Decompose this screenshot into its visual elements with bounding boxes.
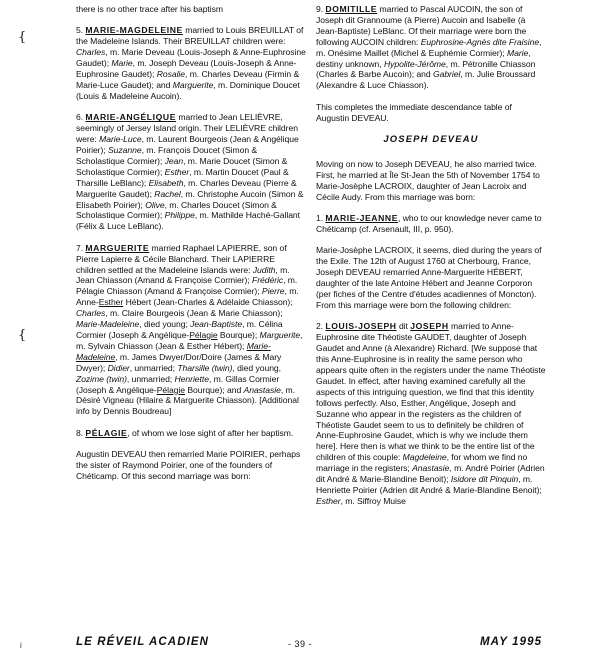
left-column [76, 4, 306, 492]
entry-marie-jeanne: 1. MARIE-JEANNE, who to our knowledge never came to Chéticamp (cf. Arsenault, III, p. 950). [316, 213, 542, 234]
entry-marie-angelique: 6. MARIE-ANGÉLIQUE married to Jean LELIÈVRE, seemingly of Jersey Island origin. Their LELIÈVRE children were: Marie-Luce, m. Laurent Bourgeois (Jean & Angélique Poirier); Suzanne, m. François Doucet (Simon & Scholastique Cormier); Jean, m. Marie Doucet (Simon & Scholastique Cormier); Esther, m. Martin Doucet (Paul & Tharsille LeBlanc); Elisabeth, m. Charles Deveau (Pierre & Marguerite Gaudet); Rachel, m. Christophe Aucoin (Simon & Elisabeth Poirier); Olive, m. Charles Doucet (Simon & Scholastique Cormier); Philippe, m. Mathilde Haché-Gallant (Félix & Luce LeBlanc). [76, 112, 304, 232]
entry-name: PÉLAGIE [85, 427, 128, 438]
entry-name: MARIE-MAGDELEINE [85, 25, 183, 36]
margin-brace-mark: { [18, 328, 27, 343]
paragraph: Marie-Josèphe LACROIX, it seems, died during the years of the Exile. The 12th of August 1760 at Cherbourg, France, Joseph DEVEAU remarried Anne-Marguerite HÉBERT, daughter of the late Antoine Hébert and Jeanne Corporon (per fiches of the Centre d'études acadiennes of Moncton). From this marriage were born the following children: [316, 245, 542, 310]
paragraph: This completes the immediate descendance table of Augustin DEVEAU. [316, 101, 512, 123]
entry-name: LOUIS-JOSEPH [325, 321, 397, 332]
margin-brace-mark: { [18, 30, 27, 45]
entry-name: MARIE-ANGÉLIQUE [85, 112, 177, 123]
entry-name: MARIE-JEANNE [325, 213, 399, 224]
entry-louis-joseph: 2. LOUIS-JOSEPH dit JOSEPH married to Anne-Euphrosine dite Théotiste GAUDET, daughter of Joseph Gaudet and Anne (à Alexandre) Richard. [We suppose that this Anne-Euphrosine is in reality the same person who appears quite often in the registers under the name Théotiste Gaudet. In effect, after having examined carefully all the aspects of this intriguing question, we find that this identity follows perfectly. Also, Esther, Angélique, Joseph and Suzanne who appear in the registers as the children of Théotiste Gaudet seem to us to definitely be children of Anne-Euphrosine Gaudet, which is why we include them here]. Here then is what we think to be the entire list of the children of this couple: Magdeleine, for whom we find no marriage in the registers; Anastasie, m. André Poirier (Adrien dit André & Marie-Blandine Benoit); Isidore dit Pinquin, m. Henriette Poirier (Adrien dit André & Marie-Blandine Benoit); Esther, m. Siffroy Muise [316, 321, 546, 506]
margin-mark: i [20, 641, 22, 650]
footer-date: MAY 1995 [480, 636, 543, 648]
entry-name: DOMITILLE [325, 4, 378, 14]
entry-marguerite: 7. MARGUERITE married Raphael LAPIERRE, son of Pierre Lapierre & Cécile Blanchard. Their LAPIERRE children settled at the Madeleine Islands were: Judith, m. Jean Chiasson (Amand & Françoise Cormier); Frédéric, m. Pélagie Chiasson (Amand & Françoise Cormier); Pierre, m. Anne-Esther Hébert (Jean-Charles & Adélaide Chiasson); Charles, m. Claire Bourgeois (Jean & Marie Chiasson); Marie-Madeleine, died young; Jean-Baptiste, m. Célina Cormier (Joseph & Angélique-Pélagie Bourque); Marguerite, m. Sylvain Chiasson (Jean & Esther Hébert); Marie-Madeleine, m. James Dwyer/Dor/Doire (James & Mary Dwyer); Didier, unmarried; Tharsille (twin), died young, Zozime (twin), unmarried; Henriette, m. Gillas Cormier (Joseph & Angélique-Pélagie Bourque); and Anastasie, m. Désiré Vigneau (Hilaire & Marguerite Chiasson). [Additional info by Dennis Boudreau] [76, 242, 303, 417]
footer-publication-title: LE RÉVEIL ACADIEN [76, 636, 210, 648]
paragraph: Augustin DEVEAU then remarried Marie POIRIER, perhaps the sister of Raymond Poirier, one of the founders of Chéticamp. Of this second marriage was born: [76, 449, 301, 481]
entry-name: JOSEPH [410, 321, 449, 332]
entry-domitille: 9. DOMITILLE married to Pascal AUCOIN, the son of Joseph dit Grannoume (à Pierre) Aucoin and Isabelle (à Jean-Baptiste) LeBlanc. Of their marriage were born the following AUCOIN children: Euphrosine-Agnès dite Fraisine, m. Onésime Maillet (Michel & Euphémie Cormier); Marie, destiny unknown, Hypolite-Jérôme, m. Pétronille Chiasson (Charles & Barbe Aucoin); and Gabriel, m. Julie Broussard (Alexandre & Luce Chiasson). [316, 4, 542, 91]
paragraph: Moving on now to Joseph DEVEAU, he also married twice. First, he married at Île St-Jean the 5th of November 1754 to Marie-Josèphe LACROIX, daughter of Jean Lacroix and Cécile Audy. From this marriage was born: [316, 158, 540, 202]
entry-marie-magdeleine: 5. MARIE-MAGDELEINE married to Louis BREUILLAT of the Madeleine Islands. Their BREUILLAT children were: Charles, m. Marie Deveau (Louis-Joseph & Anne-Euphrosine Gaudet); Marie, m. Joseph Deveau (Louis-Joseph & Anne-Euphrosine Gaudet); Rosalie, m. Charles Deveau (Firmin & Marie-Luce Gaudet); and Marguerite, m. Dominique Doucet (Louis & Madeleine Aucoin). [76, 25, 306, 101]
paragraph: there is no other trace after his baptism [76, 4, 223, 14]
entry-name: MARGUERITE [85, 242, 150, 253]
section-heading: JOSEPH DEVEAU [383, 133, 479, 145]
footer-page-number: - 39 - [288, 639, 313, 649]
entry-pelagie: 8. PÉLAGIE, of whom we lose sight of after her baptism. [76, 427, 294, 438]
right-column [316, 4, 546, 517]
